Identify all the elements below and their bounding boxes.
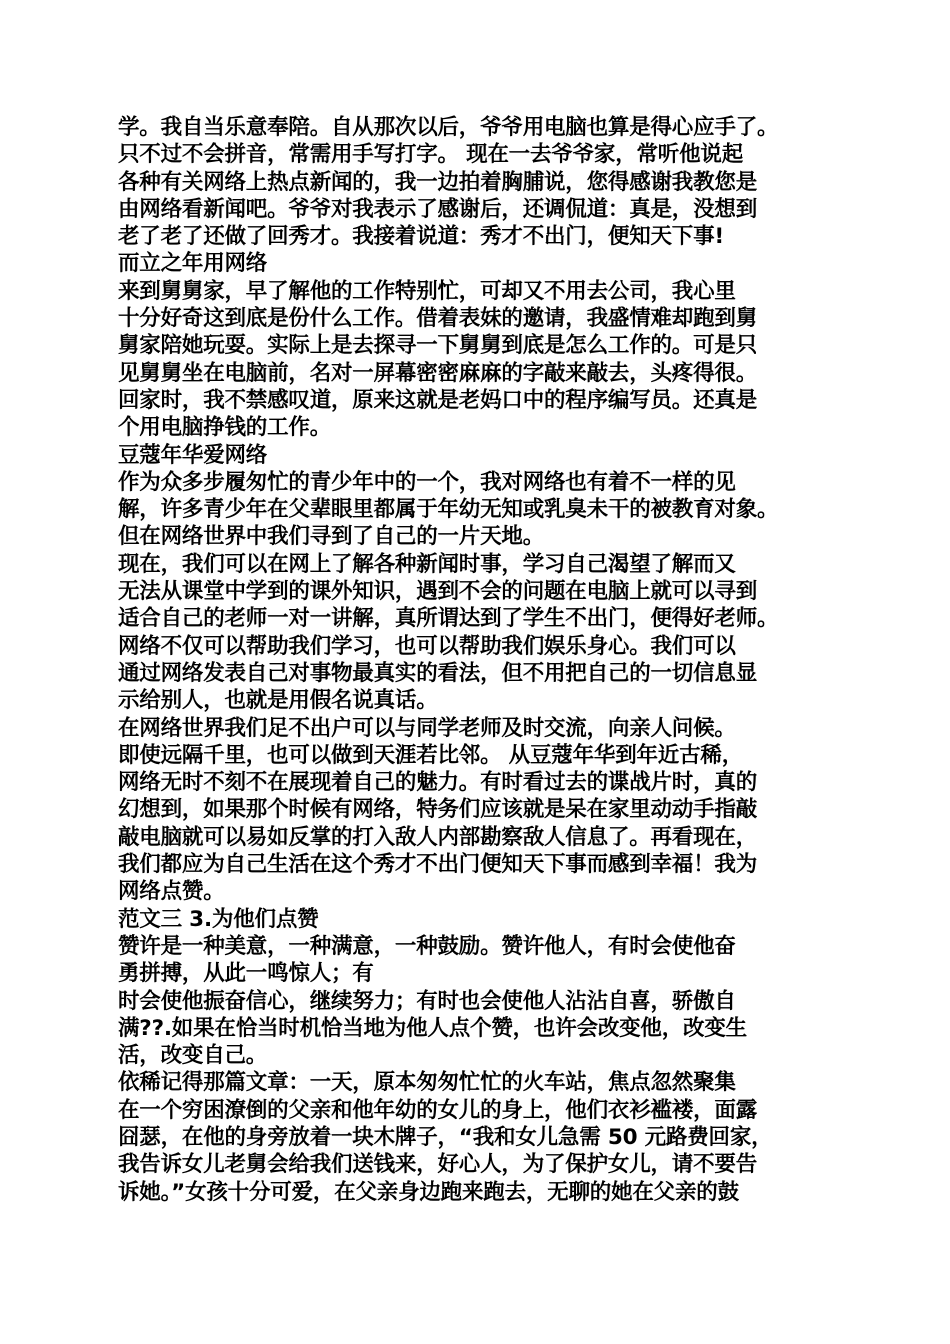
text-line: 我们都应为自己生活在这个秀才不出门便知天下事而感到幸福！我为 — [118, 852, 758, 878]
text-line: 十分好奇这到底是份什么工作。借着表妹的邀请，我盛情难却跑到舅 — [118, 306, 758, 332]
text-line: 诉她。”女孩十分可爱，在父亲身边跑来跑去，无聊的她在父亲的鼓 — [118, 1179, 739, 1205]
section-heading: 豆蔻年华爱网络 — [118, 442, 268, 468]
text-line: 示给别人，也就是用假名说真话。 — [118, 688, 438, 714]
text-line: 幻想到，如果那个时候有网络，特务们应该就是呆在家里动动手指敲 — [118, 797, 758, 823]
text-line: 我告诉女儿老舅会给我们送钱来，好心人，为了保护女儿，请不要告 — [118, 1152, 758, 1178]
text-line: 时会使他振奋信心，继续努力；有时也会使他人沾沾自喜，骄傲自 — [118, 988, 736, 1014]
text-line: 来到舅舅家，早了解他的工作特别忙，可却又不用去公司，我心里 — [118, 278, 736, 304]
section-heading: 范文三 3.为他们点赞 — [118, 906, 319, 932]
text-line: 网络无时不刻不在展现着自己的魅力。有时看过去的谍战片时，真的 — [118, 770, 758, 796]
text-line: 作为众多步履匆忙的青少年中的一个，我对网络也有着不一样的见 — [118, 469, 736, 495]
text-line: 现在，我们可以在网上了解各种新闻时事，学习自己渴望了解而又 — [118, 551, 736, 577]
text-line: 网络点赞。 — [118, 879, 225, 905]
text-line: 在一个穷困潦倒的父亲和他年幼的女儿的身上，他们衣衫褴褛，面露 — [118, 1097, 758, 1123]
text-line: 由网络看新闻吧。爷爷对我表示了感谢后，还调侃道：真是，没想到 — [118, 196, 758, 222]
text-line: 满??.如果在恰当时机恰当地为他人点个赞，也许会改变他，改变生 — [118, 1015, 747, 1041]
text-line: 适合自己的老师一对一讲解，真所谓达到了学生不出门，便得好老师。 — [118, 606, 779, 632]
section-heading: 而立之年用网络 — [118, 251, 268, 277]
text-line: 囧瑟，在他的身旁放着一块木牌子，“我和女儿急需 50 元路费回家， — [118, 1124, 773, 1150]
text-line: 依稀记得那篇文章：一天，原本匆匆忙忙的火车站，焦点忽然聚集 — [118, 1070, 736, 1096]
text-line: 回家时，我不禁感叹道，原来这就是老妈口中的程序编写员。还真是 — [118, 387, 758, 413]
text-line: 学。我自当乐意奉陪。自从那次以后，爷爷用电脑也算是得心应手了。 — [118, 115, 779, 140]
text-line: 解，许多青少年在父辈眼里都属于年幼无知或乳臭未干的被教育对象。 — [118, 497, 779, 523]
text-line: 活，改变自己。 — [118, 1043, 268, 1069]
text-line: 勇拼搏，从此一鸣惊人；有 — [118, 961, 374, 987]
text-line: 即使远隔千里，也可以做到天涯若比邻。 从豆蔻年华到年近古稀， — [118, 742, 743, 768]
body-text — [118, 114, 848, 1206]
text-line: 在网络世界我们足不出户可以与同学老师及时交流，向亲人问候。 — [118, 715, 736, 741]
text-line: 只不过不会拼音，常需用手写打字。 现在一去爷爷家，常听他说起 — [118, 142, 743, 168]
text-line: 无法从课堂中学到的课外知识，遇到不会的问题在电脑上就可以寻到 — [118, 579, 758, 605]
text-line: 见舅舅坐在电脑前，名对一屏幕密密麻麻的字敲来敲去，头疼得很。 — [118, 360, 758, 386]
text-line: 老了老了还做了回秀才。我接着说道：秀才不出门，便知天下事! — [118, 224, 725, 250]
text-line: 通过网络发表自己对事物最真实的看法，但不用把自己的一切信息显 — [118, 660, 758, 686]
text-line: 但在网络世界中我们寻到了自己的一片天地。 — [118, 524, 545, 550]
text-line: 舅家陪她玩耍。实际上是去探寻一下舅舅到底是怎么工作的。可是只 — [118, 333, 758, 359]
text-line: 个用电脑挣钱的工作。 — [118, 415, 332, 441]
text-line: 各种有关网络上热点新闻的，我一边拍着胸脯说，您得感谢我教您是 — [118, 169, 758, 195]
text-line: 敲电脑就可以易如反掌的打入敌人内部勘察敌人信息了。再看现在， — [118, 824, 758, 850]
text-line: 网络不仅可以帮助我们学习，也可以帮助我们娱乐身心。我们可以 — [118, 633, 736, 659]
text-line: 赞许是一种美意，一种满意，一种鼓励。赞许他人，有时会使他奋 — [118, 933, 736, 959]
